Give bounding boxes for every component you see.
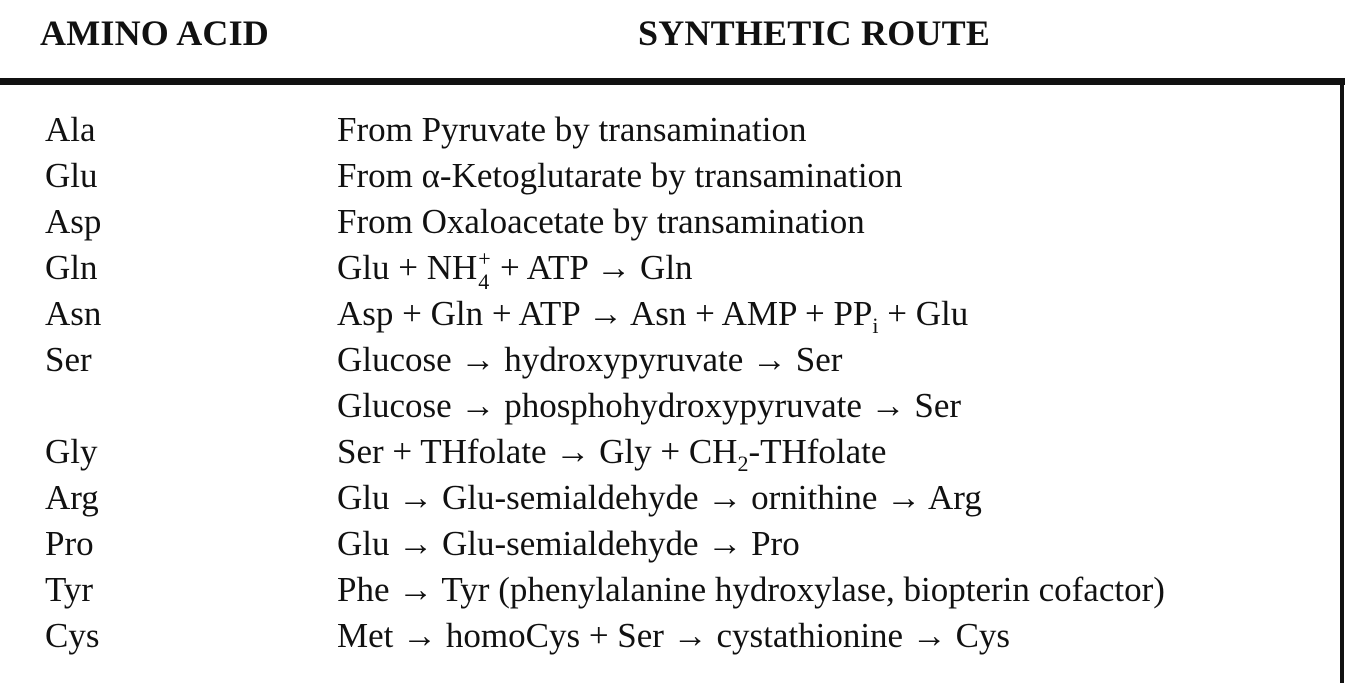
amino-acid-cell: Gly [45,432,98,471]
table-row-ser [0,337,1336,383]
amino-acid-cell: Ala [45,110,96,149]
synthetic-route-cell [337,521,800,567]
synthetic-route-cell [337,475,982,521]
route-superscript: + [478,246,491,271]
route-text: -THfolate [748,432,887,471]
route-text: From Oxaloacetate by transamination [337,202,865,241]
synthetic-route-cell [337,245,693,294]
table-header [0,12,1356,54]
table-row-arg [0,475,1336,521]
table-row-cys [0,613,1336,659]
header-divider [0,78,1345,85]
table-row-ser-alt [0,383,1336,429]
amino-acid-cell: Pro [45,524,94,563]
route-text: Glucose → hydroxypyruvate → Ser [337,340,843,379]
amino-acid-cell: Cys [45,616,100,655]
route-subscript: 4 [478,269,490,294]
amino-acid-cell: Asp [45,202,102,241]
amino-acid-cell: Tyr [45,570,94,609]
route-text: Glu → Glu-semialdehyde → Pro [337,524,800,563]
amino-acid-cell: Gln [45,248,98,287]
synthetic-route-cell [337,107,807,153]
amino-acid-cell: Glu [45,156,98,195]
table-row-asn [0,291,1336,337]
synthetic-route-cell [337,383,961,429]
route-subscript: i [872,313,879,338]
route-text: Asp + Gln + ATP → Asn + AMP + PP [337,294,873,333]
route-text: From α-Ketoglutarate by transamination [337,156,903,195]
route-text: Met → homoCys + Ser → cystathionine → Cys [337,616,1011,655]
table-row-asp [0,199,1336,245]
route-text: + ATP → Gln [491,248,693,287]
route-text: + Glu [878,294,969,333]
table-row-glu [0,153,1336,199]
amino-acid-cell: Ser [45,340,92,379]
synthetic-route-cell [337,337,842,383]
synthetic-route-cell [337,429,886,475]
route-text: Glucose → phosphohydroxypyruvate → Ser [337,386,962,425]
table-row-gly [0,429,1336,475]
synthetic-route-cell [337,567,1165,613]
ammonium-charge-stack [477,246,491,294]
column-header-amino-acid: AMINO ACID [40,13,270,53]
synthetic-route-cell [337,153,903,199]
table-row-gln [0,245,1336,294]
table-row-pro [0,521,1336,567]
route-subscript: 2 [737,451,749,476]
table-body [0,107,1336,659]
route-text: From Pyruvate by transamination [337,110,807,149]
amino-acid-cell: Arg [45,478,99,517]
route-text: Glu → Glu-semialdehyde → ornithine → Arg [337,478,982,517]
route-text: Glu + NH [337,248,478,287]
column-header-synthetic-route: SYNTHETIC ROUTE [638,13,991,53]
route-text: Ser + THfolate → Gly + CH [337,432,738,471]
amino-acid-cell: Asn [45,294,102,333]
table-row-ala [0,107,1336,153]
table-right-border [1340,78,1344,683]
table-row-tyr [0,567,1336,613]
synthetic-route-cell [337,199,865,245]
synthetic-route-cell [337,291,968,337]
route-text: Phe → Tyr (phenylalanine hydroxylase, biopterin cofactor) [337,570,1165,609]
synthetic-route-cell [337,613,1010,659]
